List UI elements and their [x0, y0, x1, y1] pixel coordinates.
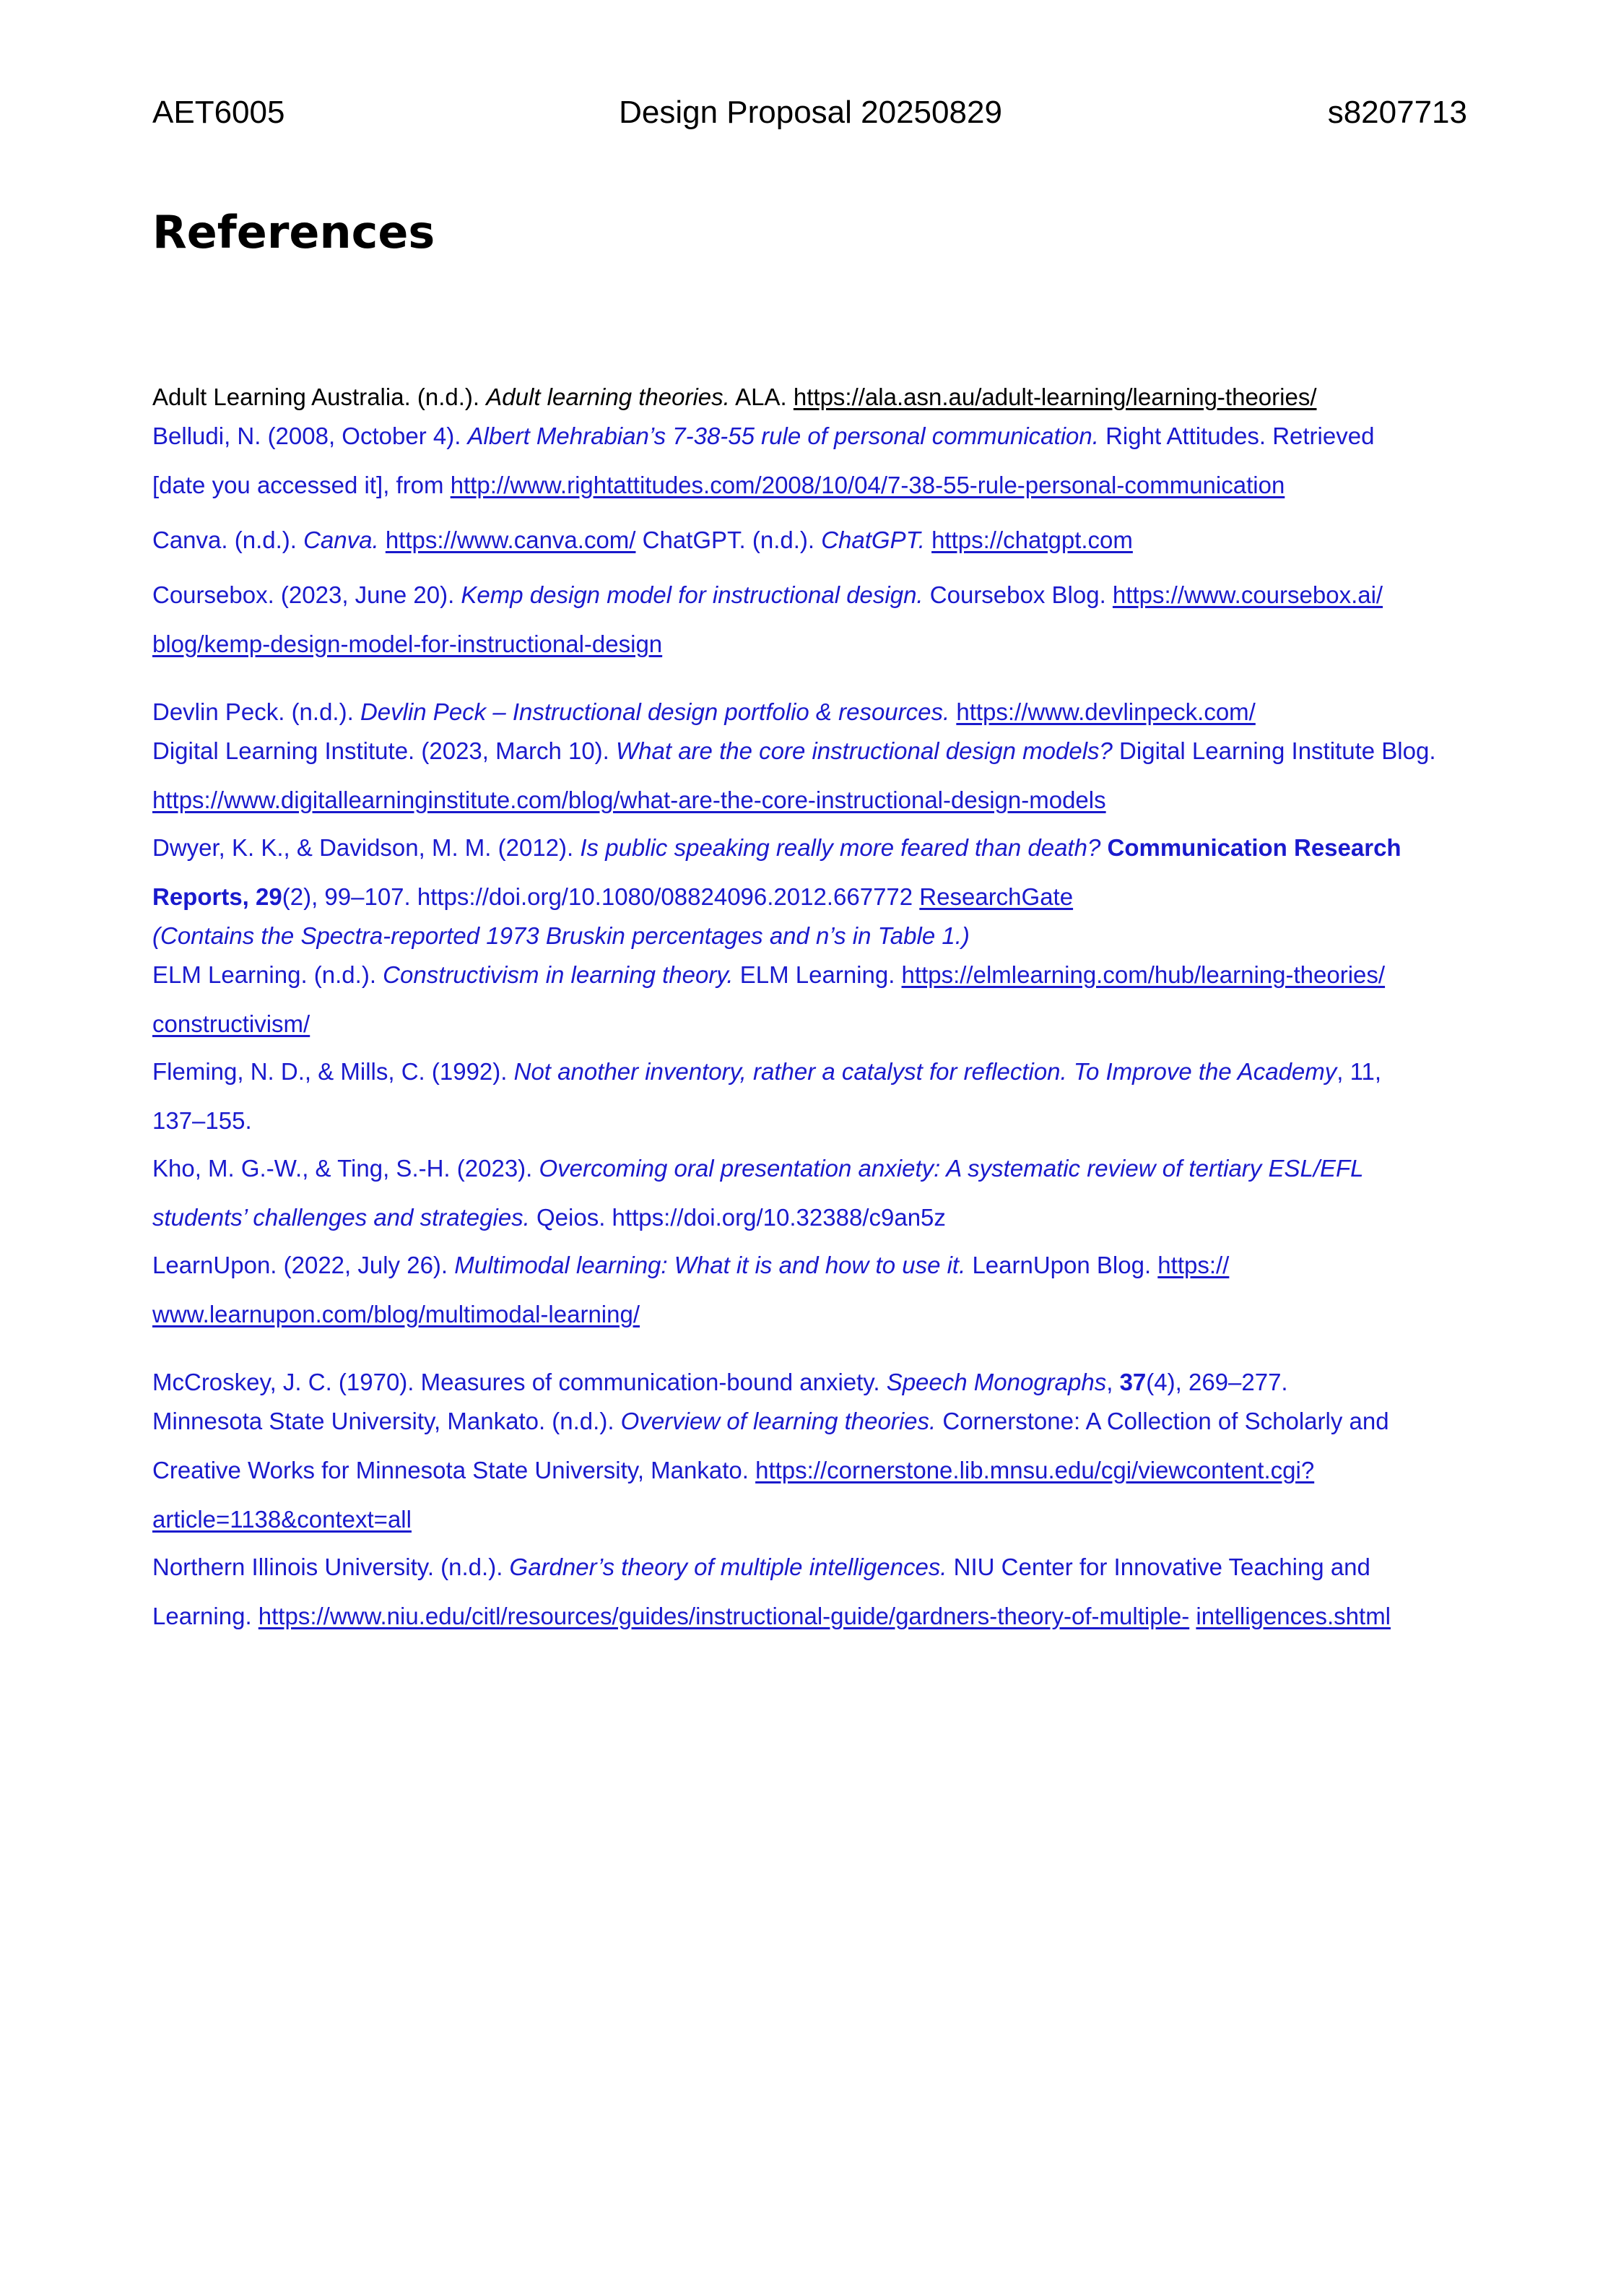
ref-link[interactable]: blog/kemp-design-model-for-instructional-design [152, 631, 663, 657]
ref-title: Not another inventory, rather a catalyst for reflection. To Improve the Academy [513, 1058, 1337, 1085]
ref-title: Kemp design model for instructional design. [461, 581, 924, 608]
ref-link[interactable]: www.learnupon.com/blog/multimodal-learning/ [152, 1301, 640, 1327]
ref-text: Learning. [152, 1603, 258, 1629]
reference-devlin [152, 696, 1256, 728]
ref-text: ChatGPT. (n.d.). [635, 527, 822, 553]
reference-canva-chatgpt [152, 524, 1133, 556]
ref-link[interactable]: https://www.niu.edu/citl/resources/guides/instructional-guide/gardners-theory-of-multiple- [258, 1603, 1190, 1629]
reference-kho [152, 1153, 1364, 1184]
ref-text: (4), 269–277. [1146, 1369, 1288, 1395]
page-title: References [152, 206, 435, 259]
ref-text: Coursebox Blog. [923, 581, 1113, 608]
ref-link[interactable]: https:// [1157, 1252, 1230, 1278]
reference-elm [152, 959, 1385, 991]
ref-text [379, 527, 386, 553]
reference-mnsu-cont2 [152, 1504, 412, 1535]
reference-niu [152, 1551, 1370, 1583]
ref-text: Creative Works for Minnesota State University, Mankato. [152, 1457, 756, 1483]
ref-text: [date you accessed it], from [152, 472, 451, 498]
ref-title: Devlin Peck – Instructional design portfolio & resources. [360, 698, 950, 725]
ref-text [925, 527, 931, 553]
ref-link[interactable]: https://www.devlinpeck.com/ [956, 698, 1256, 725]
ref-text: (2), 99–107. https://doi.org/10.1080/08824096.2012.667772 [282, 883, 920, 910]
ref-text: LearnUpon. (2022, July 26). [152, 1252, 455, 1278]
ref-title: Albert Mehrabian’s 7-38-55 rule of personal communication. [467, 423, 1099, 449]
ref-link[interactable]: https://www.digitallearninginstitute.com/blog/what-are-the-core-instructional-design-models [152, 787, 1106, 813]
reference-belludi [152, 420, 1374, 452]
ref-text: Right Attitudes. Retrieved [1098, 423, 1375, 449]
ref-title: Multimodal learning: What it is and how to use it. [454, 1252, 966, 1278]
ref-text: , 11, [1337, 1058, 1382, 1085]
ref-text: ELM Learning. [733, 961, 902, 988]
ref-journal: Reports, 29 [152, 883, 282, 910]
reference-fleming-cont: 137–155. [152, 1107, 252, 1134]
reference-learnupon-cont [152, 1299, 640, 1330]
reference-dli-cont [152, 784, 1106, 816]
ref-title: Canva. [303, 527, 379, 553]
header-course-code: AET6005 [152, 95, 285, 130]
ref-text: Cornerstone: A Collection of Scholarly and [936, 1408, 1389, 1434]
ref-link[interactable]: https://www.coursebox.ai/ [1112, 581, 1383, 608]
ref-link[interactable]: https://cornerstone.lib.mnsu.edu/cgi/viewcontent.cgi? [755, 1457, 1315, 1483]
ref-text: Canva. (n.d.). [152, 527, 304, 553]
ref-link[interactable]: https://ala.asn.au/adult-learning/learning-theories/ [793, 384, 1317, 410]
reference-dwyer [152, 832, 1401, 864]
ref-text: Fleming, N. D., & Mills, C. (1992). [152, 1058, 514, 1085]
ref-text: Dwyer, K. K., & Davidson, M. M. (2012). [152, 834, 581, 861]
ref-link[interactable]: https://elmlearning.com/hub/learning-theories/ [901, 961, 1386, 988]
ref-title: Overcoming oral presentation anxiety: A systematic review of tertiary ESL/EFL [539, 1155, 1364, 1182]
ref-volume: 37 [1119, 1369, 1147, 1395]
ref-text: Devlin Peck. (n.d.). [152, 698, 360, 725]
ref-text: Belludi, N. (2008, October 4). [152, 423, 468, 449]
ref-title: students’ challenges and strategies. [152, 1204, 530, 1231]
reference-dwyer-cont [152, 881, 1073, 913]
ref-text: Minnesota State University, Mankato. (n.d.). [152, 1408, 621, 1434]
ref-title: Constructivism in learning theory. [383, 961, 734, 988]
reference-fleming [152, 1056, 1381, 1088]
ref-link[interactable]: constructivism/ [152, 1010, 310, 1037]
reference-mnsu-cont [152, 1455, 1314, 1486]
ref-text: Digital Learning Institute. (2023, March 10). [152, 737, 617, 764]
ref-journal: Communication Research [1107, 834, 1401, 861]
ref-link[interactable]: https://www.canva.com/ [385, 527, 636, 553]
ref-text: Northern Illinois University. (n.d.). [152, 1554, 510, 1580]
ref-journal: Speech Monographs [886, 1369, 1107, 1395]
reference-niu-cont [152, 1600, 1391, 1632]
header-document-title: Design Proposal 20250829 [619, 95, 1002, 130]
ref-text: Coursebox. (2023, June 20). [152, 581, 461, 608]
reference-coursebox-cont [152, 628, 662, 660]
ref-text: McCroskey, J. C. (1970). Measures of communication-bound anxiety. [152, 1369, 887, 1395]
ref-title: Adult learning theories. [486, 384, 730, 410]
ref-link[interactable]: article=1138&context=all [152, 1506, 412, 1533]
reference-elm-cont [152, 1008, 310, 1040]
reference-dli [152, 735, 1436, 767]
ref-title: Gardner’s theory of multiple intelligences. [509, 1554, 947, 1580]
ref-text: ELM Learning. (n.d.). [152, 961, 383, 988]
ref-title: What are the core instructional design models? [616, 737, 1113, 764]
reference-mnsu [152, 1405, 1389, 1437]
ref-title: Is public speaking really more feared than death? [580, 834, 1101, 861]
ref-text: , [1106, 1369, 1120, 1395]
reference-coursebox [152, 579, 1383, 611]
ref-link[interactable]: http://www.rightattitudes.com/2008/10/04/7-38-55-rule-personal-communication [450, 472, 1285, 498]
reference-mccroskey [152, 1366, 1288, 1398]
reference-belludi-cont [152, 469, 1285, 501]
reference-dwyer-note: (Contains the Spectra-reported 1973 Bruskin percentages and n’s in Table 1.) [152, 922, 970, 949]
ref-text: NIU Center for Innovative Teaching and [947, 1554, 1370, 1580]
ref-title: Overview of learning theories. [620, 1408, 936, 1434]
ref-text [949, 698, 956, 725]
ref-text: Qeios. https://doi.org/10.32388/c9an5z [529, 1204, 946, 1231]
reference-ala [152, 381, 1317, 413]
reference-kho-cont [152, 1202, 946, 1234]
ref-text: ALA. [729, 384, 794, 410]
ref-link[interactable]: ResearchGate [919, 883, 1074, 910]
ref-link[interactable]: https://chatgpt.com [931, 527, 1133, 553]
ref-title: ChatGPT. [821, 527, 925, 553]
ref-link[interactable]: intelligences.shtml [1196, 1603, 1391, 1629]
ref-text [1189, 1603, 1196, 1629]
header-student-id: s8207713 [1327, 95, 1467, 130]
ref-text: Adult Learning Australia. (n.d.). [152, 384, 487, 410]
reference-learnupon [152, 1249, 1229, 1281]
ref-text: Digital Learning Institute Blog. [1112, 737, 1436, 764]
ref-text: Kho, M. G.-W., & Ting, S.-H. (2023). [152, 1155, 539, 1182]
ref-text: LearnUpon Blog. [965, 1252, 1158, 1278]
